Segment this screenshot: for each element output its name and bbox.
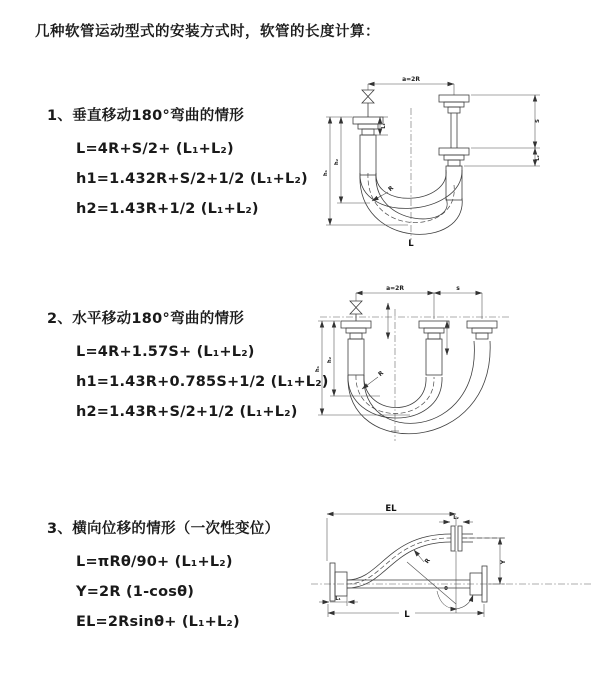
diagram-lateral-displacement xyxy=(303,496,598,658)
dim-label-r: R xyxy=(423,557,432,566)
dim-label-h2: h₂ xyxy=(327,357,333,363)
dim-label-r: R xyxy=(377,369,386,379)
dim-label-h1: h₁ xyxy=(315,366,321,372)
valve-icon xyxy=(350,301,362,314)
formula-line: Y=2R (1-cosθ) xyxy=(76,584,195,600)
moving-end-fitting-displaced xyxy=(467,321,497,339)
dim-label-theta: θ xyxy=(444,586,448,592)
right-hose-fitting xyxy=(439,95,469,200)
section-1-heading: 1、垂直移动180°弯曲的情形 xyxy=(47,108,245,124)
dim-label-h1: h₁ xyxy=(323,170,329,176)
formula-line: h1=1.432R+S/2+1/2 (L₁+L₂) xyxy=(76,171,308,187)
formula-line: L=4R+1.57S+ (L₁+L₂) xyxy=(76,344,255,360)
moving-end-fitting-original xyxy=(419,321,449,375)
dim-label-l: L xyxy=(404,610,410,620)
construction-diagonal xyxy=(407,562,456,604)
page-title: 几种软管运动型式的安装方式时，软管的长度计算： xyxy=(35,24,380,40)
dim-label-l1: L₁ xyxy=(381,123,387,129)
angle-arc xyxy=(456,595,473,609)
radius-leader xyxy=(372,192,388,201)
dim-label-s: S xyxy=(535,119,541,123)
diagram-vertical-180-bend xyxy=(310,70,555,257)
section-2-heading: 2、水平移动180°弯曲的情形 xyxy=(47,311,245,327)
dim-label-l: L xyxy=(408,239,414,249)
section-2 xyxy=(47,307,329,427)
dim-label-h2: h₂ xyxy=(334,159,340,165)
dim-label-a2r: a=2R xyxy=(402,76,420,83)
dim-label-el: EL xyxy=(385,504,397,514)
section-1 xyxy=(47,104,308,224)
valve-icon xyxy=(362,90,374,103)
formula-line: EL=2Rsinθ+ (L₁+L₂) xyxy=(76,614,240,630)
dim-label-l1: L₁ xyxy=(335,596,341,602)
formula-line: L=πRθ/90+ (L₁+L₂) xyxy=(76,554,233,570)
dim-label-a2r: a=2R xyxy=(386,285,404,292)
dim-label-r: R xyxy=(387,184,396,194)
diagram-horizontal-180-bend xyxy=(310,281,555,468)
section-3-formulas xyxy=(76,547,279,637)
left-hose-fitting xyxy=(353,117,383,175)
angle-arc xyxy=(437,591,457,609)
section-3 xyxy=(47,517,279,637)
u-hose-curves xyxy=(348,341,490,434)
dim-label-s: s xyxy=(456,285,460,292)
section-2-formulas xyxy=(76,337,329,427)
dim-label-y: Y xyxy=(500,559,507,565)
formula-line: h1=1.43R+0.785S+1/2 (L₁+L₂) xyxy=(76,374,329,390)
dim-label-l2: L₂ xyxy=(453,515,459,521)
formula-line: h2=1.43R+1/2 (L₁+L₂) xyxy=(76,201,259,217)
formula-line: h2=1.43R+S/2+1/2 (L₁+L₂) xyxy=(76,404,298,420)
fixed-end-fitting xyxy=(341,321,371,375)
radius-leader xyxy=(414,550,424,562)
dim-label-l2: L₂ xyxy=(535,155,541,161)
formula-line: L=4R+S/2+ (L₁+L₂) xyxy=(76,141,234,157)
section-1-formulas xyxy=(76,134,308,224)
section-3-heading: 3、横向位移的情形（一次性变位） xyxy=(47,521,280,537)
